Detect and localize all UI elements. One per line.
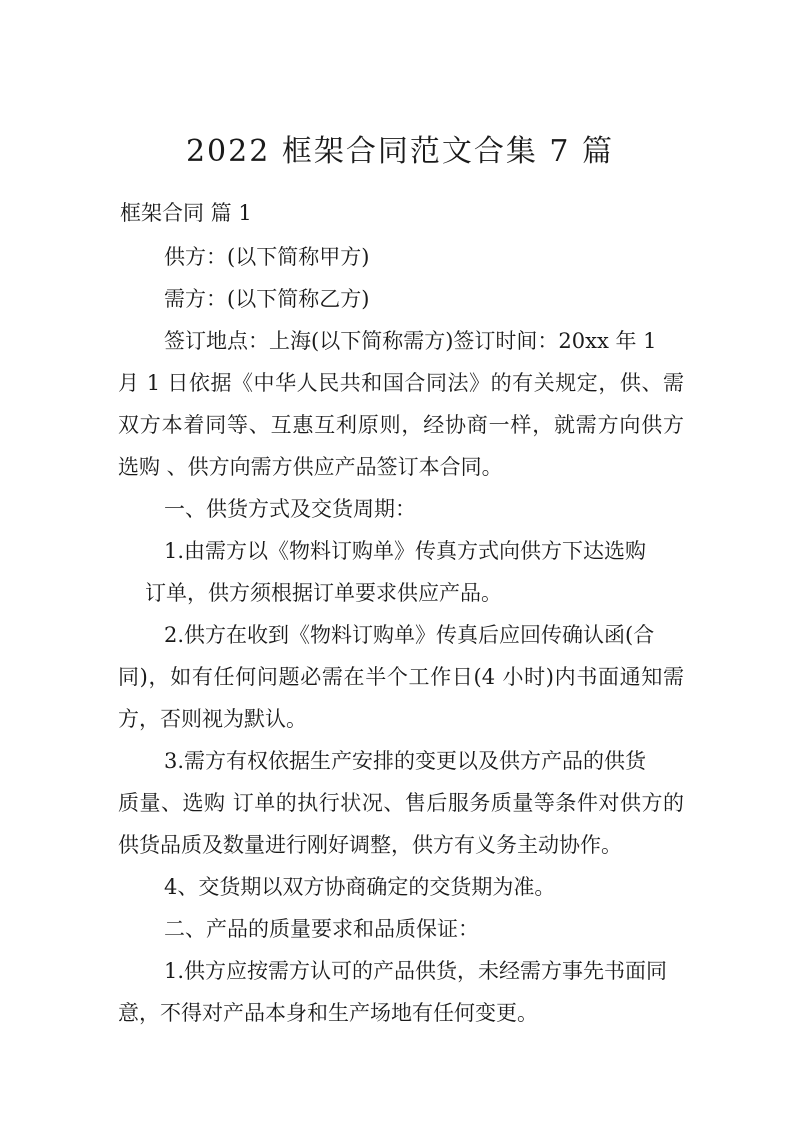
paragraph-line: 3.需方有权依据生产安排的变更以及供方产品的供货 (164, 749, 647, 773)
paragraph-line: 供方：(以下简称甲方) (164, 245, 370, 269)
paragraph-line: 订单，供方须根据订单要求供应产品。 (145, 581, 502, 605)
paragraph-line: 月 1 日依据《中华人民共和国合同法》的有关规定，供、需 (118, 371, 684, 395)
document-title: 2022 框架合同范文合集 7 篇 (185, 134, 615, 169)
paragraph-line: 需方：(以下简称乙方) (164, 287, 370, 311)
paragraph-line: 2.供方在收到《物料订购单》传真后应回传确认函(合 (164, 623, 655, 647)
paragraph-line: 双方本着同等、互惠互利原则，经协商一样，就需方向供方 (118, 413, 684, 437)
section-heading: 框架合同 篇 1 (120, 201, 252, 225)
paragraph-line: 一、供货方式及交货周期： (164, 497, 416, 521)
paragraph-line: 方，否则视为默认。 (118, 707, 307, 731)
paragraph-line: 供货品质及数量进行刚好调整，供方有义务主动协作。 (118, 833, 622, 857)
paragraph-line: 意，不得对产品本身和生产场地有任何变更。 (118, 1001, 538, 1025)
paragraph-line: 质量、选购 订单的执行状况、售后服务质量等条件对供方的 (118, 791, 684, 815)
paragraph-line: 签订地点：上海(以下简称需方)签订时间：20xx 年 1 (164, 329, 657, 353)
paragraph-line: 1.由需方以《物料订购单》传真方式向供方下达选购 (164, 539, 647, 563)
paragraph-line: 1.供方应按需方认可的产品供货，未经需方事先书面同 (164, 959, 668, 983)
paragraph-line: 4、交货期以双方协商确定的交货期为准。 (164, 875, 556, 899)
paragraph-line: 同)，如有任何问题必需在半个工作日(4 小时)内书面通知需 (118, 665, 684, 689)
paragraph-line: 二、产品的质量要求和品质保证： (164, 917, 479, 941)
paragraph-line: 选购 、供方向需方供应产品签订本合同。 (118, 455, 503, 479)
